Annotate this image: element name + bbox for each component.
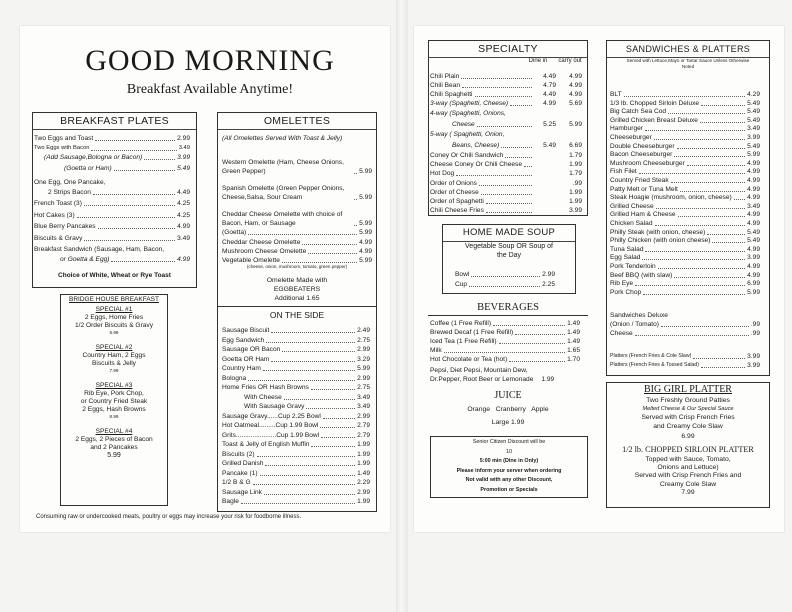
sandwich-item: Grilled Ham & Cheese 4.99 [610, 211, 760, 219]
specialty-dine-header: Dine in [528, 58, 548, 64]
bridge-special-line: Country Ham, 2 Eggs [82, 352, 146, 359]
side-item: Biscuits (2) 1.99 [222, 450, 370, 458]
sirloin-platter-line: Topped with Sauce, Tomato, [645, 456, 731, 463]
sirloin-platter-title: 1/2 lb. CHOPPED SIRLOIN PLATTER [622, 445, 754, 454]
sodas-line-1: Pepsi, Diet Pepsi, Mountain Dew, [430, 367, 528, 374]
sandwich-item: Mushroom Cheeseburger 4.99 [610, 159, 760, 167]
sirloin-platter-line: Served with Crisp French Fries and [634, 472, 742, 480]
breakfast-item: Hot Cakes (3) 4.25 [34, 212, 190, 219]
specialty-item: Coney Or Chili Sandwich 1.79 [430, 152, 582, 159]
side-item: Toast & Jelly of English Muffin 1.99 [222, 441, 370, 448]
specialty-item: Beans, Cheese) 5.49 6.69 [452, 142, 582, 149]
side-divider [217, 306, 377, 307]
big-girl-line: Melted Cheese & Our Special Sauce [642, 405, 734, 412]
specialty-item: Order of Onions .99 [430, 180, 582, 187]
specialty-item: Cheese Coney Or Chili Cheese 1.99 [430, 161, 582, 168]
on-the-side-title: ON THE SIDE [269, 310, 325, 320]
toast-choice: Choice of White, Wheat or Rye Toast [58, 272, 171, 279]
beverage-item: Hot Chocolate or Tea (hot) 1.70 [430, 356, 580, 363]
side-item: Grilled Danish 1.99 [222, 460, 370, 467]
bridge-special-label: SPECIAL #3 [95, 382, 133, 389]
sirloin-platter-line: Onions and Lettuce) [657, 464, 719, 472]
bridge-special-label: SPECIAL #1 [95, 306, 133, 313]
specialty-item: Order of Cheese 1.99 [430, 189, 582, 196]
sandwich-item: Country Fried Steak 4.99 [610, 177, 760, 184]
soup-title: HOME MADE SOUP [443, 225, 575, 242]
side-item: Country Ham 5.99 [222, 365, 370, 372]
sirloin-platter-price: 7.99 [681, 488, 695, 496]
side-item: Pancake (1) 1.49 [222, 469, 370, 477]
sandwich-item: Grilled Chicken Breast Deluxe 5.49 [610, 116, 760, 124]
bridge-special-label: SPECIAL #4 [95, 428, 133, 435]
beverage-item: Brewed Decaf (1 Free Refill) 1.49 [430, 329, 580, 336]
breakfast-item: Two Eggs with Bacon 3.49 [34, 145, 190, 151]
specialty-item: Chili Spaghetti 4.49 4.99 [430, 91, 582, 98]
side-item: Bologna 2.99 [222, 374, 370, 382]
omelette-item: Spanish Omelette (Green Pepper Onions, Cheese,Salsa, Sour Cream 5.99 [222, 185, 372, 201]
specialty-title: SPECIALTY [429, 41, 587, 58]
bridge-special-line: 2 Eggs, 2 Pieces of Bacon [75, 436, 153, 443]
specialty-item: Order of Spaghetti 1.99 [430, 198, 582, 205]
beverages-rule [428, 315, 588, 316]
juice-price: Large 1.99 [491, 419, 525, 426]
eggbeaters-additional: Additional 1.65 [274, 295, 320, 302]
breakfast-item: French Toast (3) 4.25 [34, 200, 190, 207]
senior-discount-line: Promotion or Specials [480, 486, 538, 493]
specialty-item: Chili Plain 4.49 4.99 [430, 73, 582, 80]
sandwich-item: Rib Eye 6.99 [610, 280, 760, 288]
breakfast-item: 2 Strips Bacon 4.49 [48, 189, 190, 196]
breakfast-item: One Egg, One Pancake, [34, 179, 106, 186]
bridge-special-line: 2 Eggs, Hash Browns [82, 406, 146, 413]
specialty-item: 3-way (Spaghetti, Cheese) 4.99 5.69 [430, 100, 582, 107]
breakfast-item: Two Eggs and Toast 2.99 [34, 135, 190, 142]
omelette-item: Western Omelette (Ham, Cheese Onions, Green Pepper) 5.99 [222, 159, 372, 175]
sandwich-item: Fish Filet 4.99 [610, 168, 760, 176]
sandwich-item: Hamburger 3.49 [610, 125, 760, 133]
specialty-item: Chili Bean 4.79 4.99 [430, 82, 582, 89]
specialty-carry-header: carry out [558, 58, 582, 64]
omelette-item: Cheddar Cheese Omelette with choice of Bacon, Ham, or Sausage 5.99 [222, 211, 372, 227]
specialty-item: Hot Dog 1.79 [430, 170, 582, 177]
soup-cup: Cup 2.25 [455, 281, 555, 288]
side-item: Egg Sandwich 2.75 [222, 336, 370, 344]
eggbeaters-note: Omelette Made with EGGBEATERS [266, 277, 328, 293]
breakfast-item: (Goetta or Ham) 5.49 [64, 165, 190, 172]
breakfast-item: (Add Sausage,Bologna or Bacon) 3.99 [44, 154, 190, 161]
specialty-item: 5-way ( Spaghetti, Onion, [430, 131, 505, 138]
omelette-item: Mushroom Cheese Omelette 4.99 [222, 248, 372, 255]
platter-fries-salad: Platters (French Fries & Tossed Salad) 3.99 [610, 362, 760, 369]
sandwich-item: Egg Salad 3.99 [610, 254, 760, 262]
beverage-item: Coffee (1 Free Refill) 1.49 [430, 320, 580, 327]
page-fold [396, 0, 408, 612]
sandwich-item: Double Cheeseburger 5.49 [610, 142, 760, 150]
sandwich-item: Steak Hoagie (mushroom, onion, cheese) 4.99 [610, 194, 760, 202]
sandwich-item: Pork Tenderloin 4.99 [610, 263, 760, 270]
side-item: Sausage Biscuit 2.49 [222, 327, 370, 334]
food-warning: Consuming raw or undercooked meats, poultry or eggs may increase your risk for foodborne illness. [36, 514, 302, 520]
big-girl-title: BIG GIRL PLATTER [644, 384, 732, 395]
side-item: Home Fries OR Hash Browns 2.75 [222, 384, 370, 391]
veg-omelette-note: (cheese, onion, mushroom, tomato, green pepper) [246, 264, 348, 269]
sandwich-item: Cheeseburger 3.99 [610, 134, 760, 141]
specialty-item: Cheese 5.25 5.99 [452, 121, 582, 128]
senior-discount-line: Not valid with any other Discount, [465, 477, 553, 483]
platter-fries-slaw: Platters (French Fries & Cole Slaw) 3.99 [610, 353, 760, 360]
bridge-special-line: 1/2 Order Biscuits & Gravy [74, 322, 154, 329]
omelettes-title: OMELETTES [218, 113, 376, 130]
senior-discount-line: 10 [506, 448, 512, 455]
senior-discount-line: Please inform your server when ordering [456, 467, 562, 474]
bridge-special-price: 8.99 [109, 414, 119, 419]
sandwich-item: Philly Steak (with onion, cheese) 5.49 [610, 228, 760, 236]
bridge-special-label: SPECIAL #2 [95, 344, 133, 351]
omelette-item: (Goetta) 5.99 [222, 229, 372, 236]
soup-bowl: Bowl 2.99 [455, 271, 555, 278]
bridge-special-line: 2 Eggs, Home Fries [84, 314, 144, 321]
side-item: Sausage Link 2.99 [222, 488, 370, 496]
sandwich-item: Bacon Cheeseburger 5.99 [610, 151, 760, 159]
big-girl-line: Served with Crisp French Fries [641, 414, 735, 421]
side-item: 1/2 B & G 2.29 [222, 479, 370, 486]
sandwiches-note: Served with Lettuce,Mayo or Tartar Sauce Unless Otherwise Noted [626, 58, 750, 69]
omelettes-note: (All Omelettes Served With Toast & Jelly) [222, 135, 343, 142]
omelette-item: Cheddar Cheese Omelette 4.99 [222, 239, 372, 246]
bridge-special-price: 5.99 [107, 452, 121, 459]
deluxe-onion-tomato: (Onion / Tomato) .99 [610, 321, 760, 328]
sandwich-item: Tuna Salad 4.99 [610, 245, 760, 253]
sirloin-platter-line: Creamy Cole Slaw [659, 480, 717, 488]
specialty-item: 4-way (Spaghetti, Onions, [430, 110, 506, 117]
bridge-special-line: or Country Fried Steak [80, 398, 148, 405]
breakfast-item: or Goetta & Egg) 4.99 [60, 256, 190, 263]
sandwich-item: Patty Melt or Tuna Melt 4.99 [610, 185, 760, 193]
bridge-special-line: and 2 Pancakes [90, 444, 138, 451]
side-item: Hot Oatmeal.........Cup 1.99 Bowl 2.79 [222, 422, 370, 429]
senior-discount-line: Senior Citizen Discount will be [472, 439, 546, 445]
sodas-line-2: Dr.Pepper, Root Beer or Lemonade 1.99 [430, 376, 555, 383]
big-girl-line: and Creamy Cole Slaw [653, 422, 723, 430]
sandwich-item: Grilled Cheese 3.49 [610, 202, 760, 210]
side-item: With Cheese 3.49 [244, 393, 370, 401]
breakfast-item: Breakfast Sandwich (Sausage, Ham, Bacon, [34, 246, 165, 253]
deluxe-cheese: Cheese .99 [610, 330, 760, 337]
page-title: GOOD MORNING [85, 44, 335, 77]
beverages-title: BEVERAGES [477, 302, 539, 313]
sandwich-item: Chicken Salad 4.99 [610, 220, 760, 227]
side-item: Grits......................Cup 1.99 Bowl 2.79 [222, 431, 370, 439]
sandwich-item: Beef BBQ (with slaw) 4.99 [610, 271, 760, 279]
sandwich-item: BLT 4.29 [610, 91, 760, 98]
big-girl-line: Two Freshly Ground Patties [646, 397, 730, 404]
bridge-special-price: 5.99 [109, 330, 119, 335]
juice-title: JUICE [494, 390, 522, 401]
senior-discount-line: 5:00 min (Dine in Only) [479, 458, 539, 464]
deluxe-line: Sandwiches Deluxe [610, 312, 668, 319]
bridge-special-line: Biscuits & Jelly [92, 360, 136, 367]
sandwich-item: Pork Chop 5.99 [610, 288, 760, 296]
sandwich-item: 1/3 lb. Chopped Sirloin Deluxe 5.49 [610, 99, 760, 107]
beverage-item: Milk 1.65 [430, 347, 580, 354]
specialty-item: Chili Cheese Fries 3.99 [430, 207, 582, 214]
omelette-item: Vegetable Omelette 5.99 [222, 257, 372, 264]
breakfast-plates-title: BREAKFAST PLATES [33, 113, 196, 130]
sandwich-item: Philly Chicken (with onion cheese) 5.49 [610, 237, 760, 245]
breakfast-item: Biscuits & Gravy 3.49 [34, 235, 190, 242]
bridge-house-title: BRIDGE HOUSE BREAKFAST [69, 296, 159, 303]
side-item: With Sausage Gravy 3.49 [244, 403, 370, 410]
side-item: Goetta OR Ham 3.29 [222, 355, 370, 363]
breakfast-item: Blue Berry Pancakes 4.99 [34, 223, 190, 230]
soup-description: Vegetable Soup OR Soup of the Day [465, 243, 553, 259]
side-item: Bagle 1.99 [222, 498, 370, 505]
beverage-item: Iced Tea (1 Free Refill) 1.49 [430, 338, 580, 345]
bridge-special-line: Rib Eye, Pork Chop, [84, 390, 144, 397]
side-item: Sausage Gravy......Cup 2.25 Bowl 2.99 [222, 412, 370, 420]
side-item: Sausage OR Bacon 2.99 [222, 346, 370, 353]
sandwich-item: Big Catch Sea Cod 5.49 [610, 108, 760, 116]
juice-list: Orange Cranberry Apple [467, 406, 549, 413]
sandwiches-title: SANDWICHES & PLATTERS [607, 41, 769, 58]
big-girl-price: 6.99 [681, 433, 695, 440]
bridge-special-price: 7.99 [109, 368, 119, 373]
page-subtitle: Breakfast Available Anytime! [126, 82, 294, 97]
